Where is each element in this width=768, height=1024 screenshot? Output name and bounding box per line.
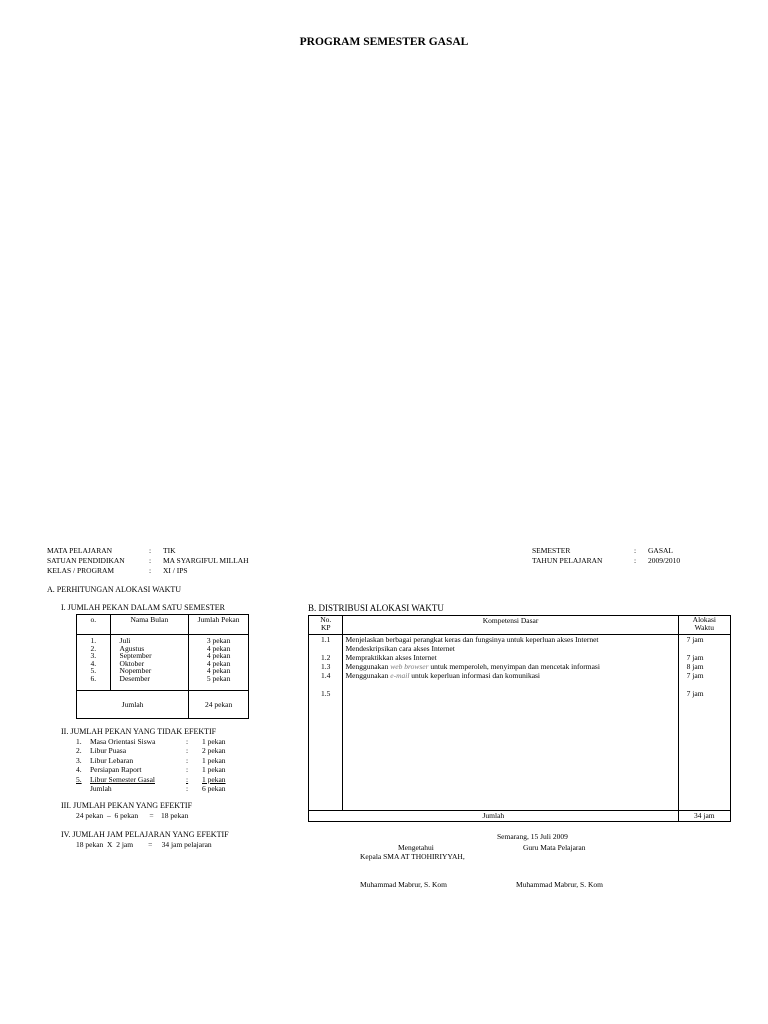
column-header: o. <box>77 615 111 635</box>
column-header: Nama Bulan <box>110 615 189 635</box>
list-item: 5. Libur Semester Gasal : 1 pekan <box>76 774 226 784</box>
table-row: 1. 2. 3. 4. 5. 6. Juli Agustus September Oktober Nopember Desember 3 pekan 4 pekan 4 pekan 4 pekan 4 pekan 5 pekan <box>77 635 249 691</box>
section-b-heading: B. DISTRIBUSI ALOKASI WAKTU <box>308 603 444 613</box>
column-header: Jumlah Pekan <box>189 615 249 635</box>
list-total: Jumlah : 6 pekan <box>90 784 226 794</box>
info-value: GASAL <box>648 546 674 555</box>
table-total-row: Jumlah 34 jam <box>309 811 731 822</box>
info-value: 2009/2010 <box>648 556 681 565</box>
section-a-heading: A. PERHITUNGAN ALOKASI WAKTU <box>47 585 182 594</box>
signature-right-title: Guru Mata Pelajaran <box>523 843 586 852</box>
signature-left-position: Kepala SMA AT THOHIRIYYAH, <box>360 852 465 861</box>
column-header: No. KP <box>309 616 343 635</box>
info-label: TAHUN PELAJARAN <box>532 556 603 565</box>
table-row: 1.1 1.2 1.3 1.4 1.5 Menjelaskan berbagai perangkat keras dan fungsinya untuk keperluan akses Internet Mendeskripsikan cara akses Internet Mempraktikkan akses Internet Menggunakan web browser untuk memperoleh, menyimpan dan mencetak informasi Menggunakan e-mail untuk keperluan informasi dan komunikasi 7 jam 7 jam 8 jam 7 jam 7 jam <box>309 635 731 811</box>
table-header-row <box>309 616 731 635</box>
section-i-heading: I. JUMLAH PEKAN DALAM SATU SEMESTER <box>61 603 226 612</box>
section-ii-heading: II. JUMLAH PEKAN YANG TIDAK EFEKTIF <box>61 727 217 736</box>
effective-calculation: 24 pekan – 6 pekan = 18 pekan <box>76 811 189 820</box>
info-value: XI / IPS <box>163 566 188 575</box>
column-header: Alokasi Waktu <box>678 616 730 635</box>
signature-left-title: Mengetahui <box>398 843 434 852</box>
info-semester: SEMESTER : GASAL <box>532 546 674 555</box>
info-year: TAHUN PELAJARAN : 2009/2010 <box>532 556 681 565</box>
info-school: SATUAN PENDIDIKAN : MA SYARGIFUL MILLAH <box>47 556 249 565</box>
info-label: SEMESTER <box>532 546 571 555</box>
months-table <box>76 614 249 719</box>
list-item: 3. Libur Lebaran : 1 pekan <box>76 755 226 765</box>
table-total-row: Jumlah 24 pekan <box>77 691 249 719</box>
list-item: 4. Persiapan Raport : 1 pekan <box>76 765 226 775</box>
signature-place-date: Semarang, 15 Juli 2009 <box>497 832 568 841</box>
info-subject: MATA PELAJARAN : TIK <box>47 546 176 555</box>
competency-item: Menjelaskan berbagai perangkat keras dan fungsinya untuk keperluan akses Internet <box>345 635 599 644</box>
competency-item: Menggunakan web browser untuk memperoleh, menyimpan dan mencetak informasi <box>345 662 600 671</box>
signature-left-name: Muhammad Mabrur, S. Kom <box>360 880 447 889</box>
info-label: KELAS / PROGRAM <box>47 566 115 575</box>
hours-calculation: 18 pekan X 2 jam = 34 jam pelajaran <box>76 840 212 849</box>
ineffective-list <box>76 737 226 793</box>
page-title: PROGRAM SEMESTER GASAL <box>299 36 469 48</box>
info-value: MA SYARGIFUL MILLAH <box>163 556 249 565</box>
section-iii-heading: III. JUMLAH PEKAN YANG EFEKTIF <box>61 801 193 810</box>
distribution-table <box>308 615 731 822</box>
column-header: Kompetensi Dasar <box>343 616 678 635</box>
list-item: 1. Masa Orientasi Siswa : 1 pekan <box>76 737 226 746</box>
info-value: TIK <box>163 546 176 555</box>
info-label: SATUAN PENDIDIKAN <box>47 556 125 565</box>
competency-item: Mempraktikkan akses Internet <box>345 653 437 662</box>
competency-item: Mendeskripsikan cara akses Internet <box>345 644 455 653</box>
list-item: 2. Libur Puasa : 2 pekan <box>76 746 226 756</box>
section-iv-heading: IV. JUMLAH JAM PELAJARAN YANG EFEKTIF <box>61 830 229 839</box>
competency-item: Menggunakan e-mail untuk keperluan informasi dan komunikasi <box>345 671 541 680</box>
info-label: MATA PELAJARAN <box>47 546 113 555</box>
signature-right-name: Muhammad Mabrur, S. Kom <box>516 880 603 889</box>
info-class: KELAS / PROGRAM : XI / IPS <box>47 566 188 575</box>
table-header-row <box>77 615 249 635</box>
